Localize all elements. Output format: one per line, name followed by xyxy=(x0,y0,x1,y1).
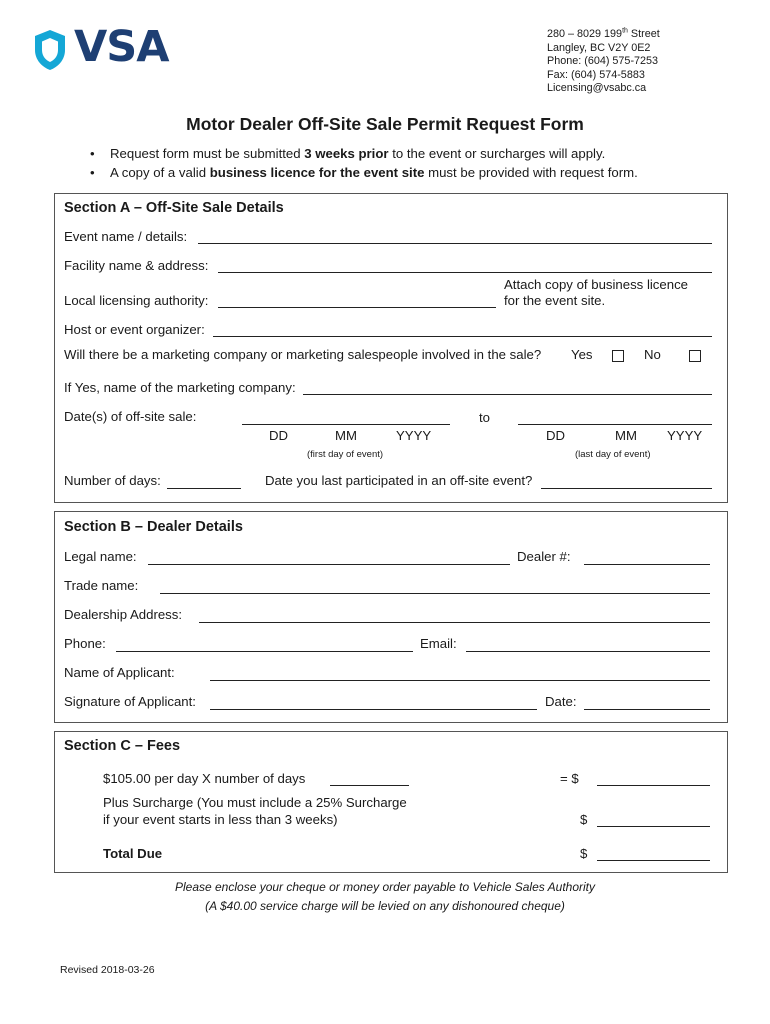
marketing-name-label: If Yes, name of the marketing company: xyxy=(64,380,296,395)
end-yyyy-label: YYYY xyxy=(667,428,703,443)
total-amount-field[interactable] xyxy=(597,860,710,861)
section-a-title: Section A – Off-Site Sale Details xyxy=(64,200,284,216)
start-yyyy-label: YYYY xyxy=(396,428,432,443)
page-title: Motor Dealer Off-Site Sale Permit Request Form xyxy=(186,114,584,134)
fax-text: Fax: (604) 574-5883 xyxy=(547,68,645,81)
num-days-label: Number of days: xyxy=(64,473,161,488)
end-mm-label: MM xyxy=(615,428,637,443)
phone-field[interactable] xyxy=(116,651,413,652)
email-label: Email: xyxy=(420,636,457,651)
last-day-note: (last day of event) xyxy=(575,449,651,460)
surcharge-line-2: if your event starts in less than 3 weeks) xyxy=(103,812,338,827)
total-dollar: $ xyxy=(580,846,588,861)
logo-text: VSA xyxy=(74,22,169,72)
trade-name-label: Trade name: xyxy=(64,578,139,593)
local-authority-field[interactable] xyxy=(218,307,496,308)
num-days-field[interactable] xyxy=(167,488,241,489)
office-address xyxy=(547,28,660,96)
applicant-name-field[interactable] xyxy=(210,680,710,681)
dealership-address-label: Dealership Address: xyxy=(64,607,183,622)
start-dd-label: DD xyxy=(269,428,289,443)
event-name-field[interactable] xyxy=(198,243,712,244)
revised-date: Revised 2018-03-26 xyxy=(60,964,155,976)
dealership-address-field[interactable] xyxy=(199,622,710,623)
signature-label: Signature of Applicant: xyxy=(64,694,196,709)
surcharge-dollar: $ xyxy=(580,812,588,827)
phone-text: Phone: (604) 575-7253 xyxy=(547,55,659,67)
phone-label: Phone: xyxy=(64,636,106,651)
start-date-field[interactable] xyxy=(242,424,450,425)
end-date-field[interactable] xyxy=(518,424,712,425)
first-day-note: (first day of event) xyxy=(307,449,384,460)
address-line-2: Langley, BC V2Y 0E2 xyxy=(547,41,651,54)
end-dd-label: DD xyxy=(546,428,566,443)
host-label: Host or event organizer: xyxy=(64,322,205,337)
host-field[interactable] xyxy=(213,336,712,337)
shield-icon xyxy=(32,28,68,72)
marketing-name-field[interactable] xyxy=(303,394,712,395)
service-charge-note: (A $40.00 service charge will be levied on any dishonoured cheque) xyxy=(205,899,565,913)
payment-note: Please enclose your cheque or money order payable to Vehicle Sales Authority xyxy=(174,880,596,894)
legal-name-label: Legal name: xyxy=(64,549,137,564)
total-due-label: Total Due xyxy=(103,846,163,861)
event-name-label: Event name / details: xyxy=(64,229,188,244)
address-line-1: 280 – 8029 199th Street xyxy=(547,27,660,40)
attach-note-1: Attach copy of business licence xyxy=(504,277,688,292)
yes-label: Yes xyxy=(571,347,593,362)
equals-dollar-label: = $ xyxy=(560,771,579,786)
legal-name-field[interactable] xyxy=(148,564,510,565)
trade-name-field[interactable] xyxy=(160,593,710,594)
yes-checkbox[interactable] xyxy=(612,350,624,362)
last-participated-field[interactable] xyxy=(541,488,712,489)
dealer-num-label: Dealer #: xyxy=(517,549,571,564)
facility-field[interactable] xyxy=(218,272,712,273)
no-label: No xyxy=(644,347,661,362)
local-authority-label: Local licensing authority: xyxy=(64,293,209,308)
to-label: to xyxy=(479,410,490,425)
attach-note-2: for the event site. xyxy=(504,293,606,308)
fee-amount-field[interactable] xyxy=(597,785,710,786)
applicant-name-label: Name of Applicant: xyxy=(64,665,175,680)
per-day-label: $105.00 per day X number of days xyxy=(103,771,306,786)
surcharge-amount-field[interactable] xyxy=(597,826,710,827)
date-field[interactable] xyxy=(584,709,710,710)
email-field[interactable] xyxy=(466,651,710,652)
email-text: Licensing@vsabc.ca xyxy=(547,82,647,94)
date-label: Date: xyxy=(545,694,577,709)
section-c-title: Section C – Fees xyxy=(64,738,181,754)
facility-label: Facility name & address: xyxy=(64,258,209,273)
last-participated-label: Date you last participated in an off-site event? xyxy=(265,473,533,488)
marketing-question: Will there be a marketing company or marketing salespeople involved in the sale? xyxy=(64,347,542,362)
no-checkbox[interactable] xyxy=(689,350,701,362)
section-b-title: Section B – Dealer Details xyxy=(64,519,243,535)
dealer-num-field[interactable] xyxy=(584,564,710,565)
surcharge-line-1: Plus Surcharge (You must include a 25% Surcharge xyxy=(103,795,407,810)
num-days-fee-field[interactable] xyxy=(330,785,409,786)
signature-field[interactable] xyxy=(210,709,537,710)
dates-label: Date(s) of off-site sale: xyxy=(64,409,197,424)
vsa-logo xyxy=(32,22,192,74)
start-mm-label: MM xyxy=(335,428,357,443)
